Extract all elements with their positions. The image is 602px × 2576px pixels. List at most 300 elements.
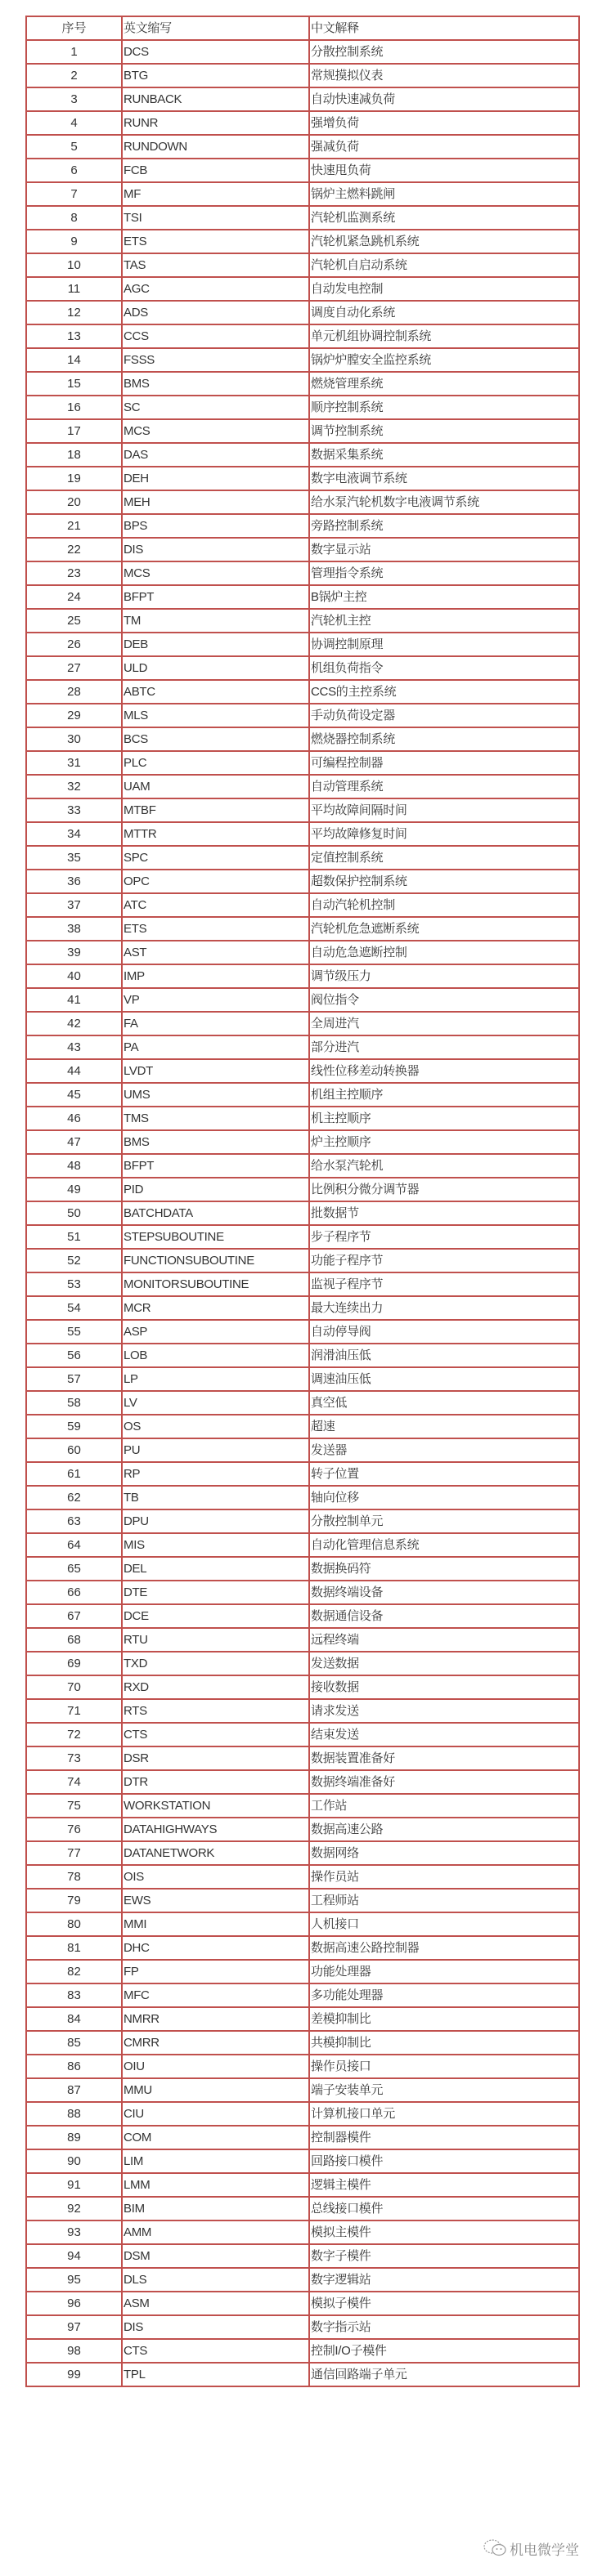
table-row xyxy=(26,1415,579,1438)
table-row xyxy=(26,1272,579,1296)
row-index: 39 xyxy=(26,941,122,964)
row-index: 49 xyxy=(26,1178,122,1201)
row-abbreviation: DIS xyxy=(122,2315,309,2339)
row-index: 1 xyxy=(26,40,122,64)
row-index: 41 xyxy=(26,988,122,1012)
row-abbreviation: OPC xyxy=(122,870,309,893)
row-index: 42 xyxy=(26,1012,122,1035)
row-meaning: 汽轮机危急遮断系统 xyxy=(309,917,579,941)
row-abbreviation: STEPSUBOUTINE xyxy=(122,1225,309,1249)
row-meaning: 端子安装单元 xyxy=(309,2078,579,2102)
row-index: 50 xyxy=(26,1201,122,1225)
table-row xyxy=(26,2007,579,2031)
row-abbreviation: RXD xyxy=(122,1675,309,1699)
row-abbreviation: MCS xyxy=(122,419,309,443)
row-abbreviation: RUNBACK xyxy=(122,87,309,111)
row-abbreviation: LIM xyxy=(122,2149,309,2173)
row-abbreviation: ETS xyxy=(122,230,309,253)
row-index: 93 xyxy=(26,2220,122,2244)
row-meaning: 全周进汽 xyxy=(309,1012,579,1035)
table-row xyxy=(26,846,579,870)
table-row xyxy=(26,87,579,111)
table-row xyxy=(26,230,579,253)
row-index: 12 xyxy=(26,301,122,324)
row-meaning: 强增负荷 xyxy=(309,111,579,135)
row-abbreviation: BMS xyxy=(122,1130,309,1154)
table-row xyxy=(26,277,579,301)
table-row xyxy=(26,111,579,135)
table-row xyxy=(26,490,579,514)
row-meaning: 多功能处理器 xyxy=(309,1983,579,2007)
row-meaning: 数据高速公路控制器 xyxy=(309,1936,579,1960)
row-index: 94 xyxy=(26,2244,122,2268)
row-abbreviation: OS xyxy=(122,1415,309,1438)
table-row xyxy=(26,609,579,633)
table-row xyxy=(26,419,579,443)
row-meaning: 手动负荷设定器 xyxy=(309,704,579,727)
row-meaning: 数据网络 xyxy=(309,1841,579,1865)
row-meaning: 线性位移差动转换器 xyxy=(309,1059,579,1083)
row-abbreviation: ASP xyxy=(122,1320,309,1344)
row-index: 64 xyxy=(26,1533,122,1557)
header-abbreviation: 英文缩写 xyxy=(122,16,309,40)
row-index: 86 xyxy=(26,2055,122,2078)
row-index: 56 xyxy=(26,1344,122,1367)
row-abbreviation: AGC xyxy=(122,277,309,301)
row-meaning: 锅炉主燃料跳闸 xyxy=(309,182,579,206)
row-abbreviation: LMM xyxy=(122,2173,309,2197)
table-row xyxy=(26,870,579,893)
row-meaning: 锅炉炉膛安全监控系统 xyxy=(309,348,579,372)
row-meaning: 平均故障修复时间 xyxy=(309,822,579,846)
row-index: 46 xyxy=(26,1107,122,1130)
row-abbreviation: RTS xyxy=(122,1699,309,1723)
row-meaning: 数字指示站 xyxy=(309,2315,579,2339)
table-row xyxy=(26,1746,579,1770)
table-row xyxy=(26,2078,579,2102)
row-abbreviation: TMS xyxy=(122,1107,309,1130)
row-abbreviation: DLS xyxy=(122,2268,309,2292)
row-meaning: 强减负荷 xyxy=(309,135,579,159)
row-meaning: 自动停导阀 xyxy=(309,1320,579,1344)
row-meaning: 工作站 xyxy=(309,1794,579,1818)
row-index: 13 xyxy=(26,324,122,348)
row-abbreviation: AST xyxy=(122,941,309,964)
table-row xyxy=(26,680,579,704)
row-meaning: 模拟主模件 xyxy=(309,2220,579,2244)
row-abbreviation: DCS xyxy=(122,40,309,64)
table-row xyxy=(26,1652,579,1675)
table-row xyxy=(26,182,579,206)
header-meaning: 中文解释 xyxy=(309,16,579,40)
row-index: 95 xyxy=(26,2268,122,2292)
row-meaning: 模拟子模件 xyxy=(309,2292,579,2315)
table-row xyxy=(26,633,579,656)
row-meaning: 计算机接口单元 xyxy=(309,2102,579,2126)
row-abbreviation: ETS xyxy=(122,917,309,941)
table-row xyxy=(26,1059,579,1083)
row-abbreviation: OIU xyxy=(122,2055,309,2078)
row-meaning: B锅炉主控 xyxy=(309,585,579,609)
row-meaning: 调节级压力 xyxy=(309,964,579,988)
table-row xyxy=(26,1344,579,1367)
row-abbreviation: MTBF xyxy=(122,798,309,822)
row-index: 27 xyxy=(26,656,122,680)
row-index: 60 xyxy=(26,1438,122,1462)
table-row xyxy=(26,2244,579,2268)
row-index: 38 xyxy=(26,917,122,941)
row-index: 44 xyxy=(26,1059,122,1083)
row-meaning: 发送数据 xyxy=(309,1652,579,1675)
row-abbreviation: DTR xyxy=(122,1770,309,1794)
table-header-row xyxy=(26,16,579,40)
row-meaning: 操作员站 xyxy=(309,1865,579,1889)
table-row xyxy=(26,348,579,372)
row-index: 19 xyxy=(26,467,122,490)
row-meaning: 远程终端 xyxy=(309,1628,579,1652)
table-row xyxy=(26,561,579,585)
table-row xyxy=(26,1178,579,1201)
row-abbreviation: TM xyxy=(122,609,309,633)
row-abbreviation: ADS xyxy=(122,301,309,324)
row-meaning: 燃烧器控制系统 xyxy=(309,727,579,751)
row-meaning: 比例积分微分调节器 xyxy=(309,1178,579,1201)
row-meaning: 协调控制原理 xyxy=(309,633,579,656)
row-abbreviation: TXD xyxy=(122,1652,309,1675)
row-index: 47 xyxy=(26,1130,122,1154)
row-index: 14 xyxy=(26,348,122,372)
row-abbreviation: MMU xyxy=(122,2078,309,2102)
row-meaning: 分散控制单元 xyxy=(309,1509,579,1533)
row-index: 87 xyxy=(26,2078,122,2102)
row-meaning: 管理指令系统 xyxy=(309,561,579,585)
header-index: 序号 xyxy=(26,16,122,40)
row-abbreviation: BTG xyxy=(122,64,309,87)
table-row xyxy=(26,1936,579,1960)
row-abbreviation: SC xyxy=(122,396,309,419)
row-index: 71 xyxy=(26,1699,122,1723)
row-meaning: 接收数据 xyxy=(309,1675,579,1699)
row-meaning: 数据高速公路 xyxy=(309,1818,579,1841)
row-abbreviation: DCE xyxy=(122,1604,309,1628)
row-meaning: 单元机组协调控制系统 xyxy=(309,324,579,348)
row-abbreviation: RUNDOWN xyxy=(122,135,309,159)
table-row xyxy=(26,372,579,396)
row-index: 4 xyxy=(26,111,122,135)
wechat-icon xyxy=(483,2538,507,2558)
row-meaning: 分散控制系统 xyxy=(309,40,579,64)
row-abbreviation: FCB xyxy=(122,159,309,182)
row-abbreviation: MTTR xyxy=(122,822,309,846)
row-abbreviation: FUNCTIONSUBOUTINE xyxy=(122,1249,309,1272)
table-row xyxy=(26,704,579,727)
table-row xyxy=(26,1770,579,1794)
row-meaning: 数字子模件 xyxy=(309,2244,579,2268)
row-meaning: 自动快速减负荷 xyxy=(309,87,579,111)
table-row xyxy=(26,1533,579,1557)
row-abbreviation: DATAHIGHWAYS xyxy=(122,1818,309,1841)
table-row xyxy=(26,1012,579,1035)
abbreviation-table xyxy=(25,16,580,2387)
table-row xyxy=(26,514,579,538)
table-row xyxy=(26,1960,579,1983)
row-index: 55 xyxy=(26,1320,122,1344)
row-meaning: 炉主控顺序 xyxy=(309,1130,579,1154)
table-row xyxy=(26,1154,579,1178)
row-index: 92 xyxy=(26,2197,122,2220)
row-abbreviation: DATANETWORK xyxy=(122,1841,309,1865)
row-meaning: 工程师站 xyxy=(309,1889,579,1912)
table-row xyxy=(26,135,579,159)
row-abbreviation: BFPT xyxy=(122,1154,309,1178)
table-row xyxy=(26,585,579,609)
row-meaning: 自动管理系统 xyxy=(309,775,579,798)
row-index: 31 xyxy=(26,751,122,775)
row-meaning: 超数保护控制系统 xyxy=(309,870,579,893)
row-index: 26 xyxy=(26,633,122,656)
row-meaning: 数字逻辑站 xyxy=(309,2268,579,2292)
row-index: 98 xyxy=(26,2339,122,2363)
row-abbreviation: RUNR xyxy=(122,111,309,135)
table-row xyxy=(26,2315,579,2339)
table-row xyxy=(26,253,579,277)
row-index: 32 xyxy=(26,775,122,798)
row-meaning: 定值控制系统 xyxy=(309,846,579,870)
row-index: 10 xyxy=(26,253,122,277)
row-index: 70 xyxy=(26,1675,122,1699)
row-abbreviation: BATCHDATA xyxy=(122,1201,309,1225)
row-meaning: 差模抑制比 xyxy=(309,2007,579,2031)
row-index: 72 xyxy=(26,1723,122,1746)
row-meaning: 自动发电控制 xyxy=(309,277,579,301)
row-meaning: 快速甩负荷 xyxy=(309,159,579,182)
row-abbreviation: BFPT xyxy=(122,585,309,609)
table-row xyxy=(26,1889,579,1912)
row-abbreviation: LOB xyxy=(122,1344,309,1367)
row-index: 97 xyxy=(26,2315,122,2339)
row-index: 40 xyxy=(26,964,122,988)
row-index: 16 xyxy=(26,396,122,419)
row-meaning: 通信回路端子单元 xyxy=(309,2363,579,2386)
row-index: 62 xyxy=(26,1486,122,1509)
table-row xyxy=(26,1509,579,1533)
row-abbreviation: NMRR xyxy=(122,2007,309,2031)
row-index: 57 xyxy=(26,1367,122,1391)
row-abbreviation: DTE xyxy=(122,1581,309,1604)
row-index: 15 xyxy=(26,372,122,396)
table-row xyxy=(26,2197,579,2220)
row-meaning: 批数据节 xyxy=(309,1201,579,1225)
table-row xyxy=(26,467,579,490)
row-abbreviation: MEH xyxy=(122,490,309,514)
table-row xyxy=(26,893,579,917)
table-row xyxy=(26,2126,579,2149)
row-meaning: 转子位置 xyxy=(309,1462,579,1486)
row-index: 23 xyxy=(26,561,122,585)
row-meaning: 步子程序节 xyxy=(309,1225,579,1249)
row-abbreviation: BMS xyxy=(122,372,309,396)
row-meaning: 自动危急遮断控制 xyxy=(309,941,579,964)
row-index: 5 xyxy=(26,135,122,159)
table-row xyxy=(26,1107,579,1130)
table-row xyxy=(26,1912,579,1936)
row-abbreviation: DPU xyxy=(122,1509,309,1533)
row-index: 21 xyxy=(26,514,122,538)
row-abbreviation: PLC xyxy=(122,751,309,775)
row-meaning: 润滑油压低 xyxy=(309,1344,579,1367)
row-abbreviation: PA xyxy=(122,1035,309,1059)
row-index: 30 xyxy=(26,727,122,751)
row-abbreviation: RP xyxy=(122,1462,309,1486)
row-meaning: 总线接口模件 xyxy=(309,2197,579,2220)
table-row xyxy=(26,1367,579,1391)
row-meaning: 汽轮机紧急跳机系统 xyxy=(309,230,579,253)
row-meaning: 操作员接口 xyxy=(309,2055,579,2078)
row-index: 84 xyxy=(26,2007,122,2031)
row-abbreviation: DHC xyxy=(122,1936,309,1960)
row-meaning: 数据采集系统 xyxy=(309,443,579,467)
row-meaning: 汽轮机监测系统 xyxy=(309,206,579,230)
row-meaning: 人机接口 xyxy=(309,1912,579,1936)
table-row xyxy=(26,941,579,964)
row-index: 91 xyxy=(26,2173,122,2197)
row-meaning: 部分进汽 xyxy=(309,1035,579,1059)
table-row xyxy=(26,964,579,988)
row-meaning: 数据换码符 xyxy=(309,1557,579,1581)
table-row xyxy=(26,159,579,182)
table-row xyxy=(26,727,579,751)
table-row xyxy=(26,64,579,87)
row-abbreviation: DSR xyxy=(122,1746,309,1770)
row-meaning: 给水泵汽轮机数字电液调节系统 xyxy=(309,490,579,514)
table-row xyxy=(26,1083,579,1107)
row-index: 37 xyxy=(26,893,122,917)
row-meaning: 真空低 xyxy=(309,1391,579,1415)
row-index: 79 xyxy=(26,1889,122,1912)
table-row xyxy=(26,1391,579,1415)
row-abbreviation: MMI xyxy=(122,1912,309,1936)
row-index: 59 xyxy=(26,1415,122,1438)
row-meaning: 数据通信设备 xyxy=(309,1604,579,1628)
row-index: 25 xyxy=(26,609,122,633)
row-meaning: 数字显示站 xyxy=(309,538,579,561)
row-index: 76 xyxy=(26,1818,122,1841)
row-index: 8 xyxy=(26,206,122,230)
table-row xyxy=(26,1486,579,1509)
row-abbreviation: FA xyxy=(122,1012,309,1035)
row-index: 18 xyxy=(26,443,122,467)
table-row xyxy=(26,2102,579,2126)
row-meaning: 功能处理器 xyxy=(309,1960,579,1983)
row-index: 54 xyxy=(26,1296,122,1320)
table-row xyxy=(26,1581,579,1604)
row-abbreviation: BPS xyxy=(122,514,309,538)
row-index: 68 xyxy=(26,1628,122,1652)
row-meaning: 汽轮机主控 xyxy=(309,609,579,633)
row-abbreviation: MF xyxy=(122,182,309,206)
table-row xyxy=(26,1699,579,1723)
row-meaning: 给水泵汽轮机 xyxy=(309,1154,579,1178)
row-index: 83 xyxy=(26,1983,122,2007)
table-row xyxy=(26,2055,579,2078)
row-index: 82 xyxy=(26,1960,122,1983)
row-abbreviation: WORKSTATION xyxy=(122,1794,309,1818)
row-abbreviation: DSM xyxy=(122,2244,309,2268)
row-index: 48 xyxy=(26,1154,122,1178)
row-index: 17 xyxy=(26,419,122,443)
row-index: 33 xyxy=(26,798,122,822)
table-row xyxy=(26,2268,579,2292)
row-index: 99 xyxy=(26,2363,122,2386)
row-index: 52 xyxy=(26,1249,122,1272)
row-abbreviation: CTS xyxy=(122,1723,309,1746)
row-abbreviation: FSSS xyxy=(122,348,309,372)
row-abbreviation: DEH xyxy=(122,467,309,490)
row-index: 53 xyxy=(26,1272,122,1296)
table-row xyxy=(26,1438,579,1462)
table-row xyxy=(26,1865,579,1889)
table-row xyxy=(26,751,579,775)
row-abbreviation: MFC xyxy=(122,1983,309,2007)
row-index: 6 xyxy=(26,159,122,182)
table-row xyxy=(26,324,579,348)
row-abbreviation: TB xyxy=(122,1486,309,1509)
row-meaning: 共模抑制比 xyxy=(309,2031,579,2055)
row-meaning: 监视子程序节 xyxy=(309,1272,579,1296)
row-abbreviation: CIU xyxy=(122,2102,309,2126)
row-abbreviation: LV xyxy=(122,1391,309,1415)
row-index: 85 xyxy=(26,2031,122,2055)
row-abbreviation: BIM xyxy=(122,2197,309,2220)
table-row xyxy=(26,1628,579,1652)
row-index: 36 xyxy=(26,870,122,893)
row-abbreviation: DIS xyxy=(122,538,309,561)
row-meaning: CCS的主控系统 xyxy=(309,680,579,704)
row-meaning: 调速油压低 xyxy=(309,1367,579,1391)
table-row xyxy=(26,396,579,419)
table-row xyxy=(26,798,579,822)
row-meaning: 结束发送 xyxy=(309,1723,579,1746)
row-meaning: 数据终端设备 xyxy=(309,1581,579,1604)
row-meaning: 顺序控制系统 xyxy=(309,396,579,419)
row-meaning: 最大连续出力 xyxy=(309,1296,579,1320)
row-abbreviation: FP xyxy=(122,1960,309,1983)
row-index: 58 xyxy=(26,1391,122,1415)
table-row xyxy=(26,1249,579,1272)
table-row xyxy=(26,206,579,230)
row-abbreviation: COM xyxy=(122,2126,309,2149)
row-abbreviation: AMM xyxy=(122,2220,309,2244)
row-meaning: 数据装置准备好 xyxy=(309,1746,579,1770)
table-row xyxy=(26,443,579,467)
table-row xyxy=(26,1604,579,1628)
row-index: 74 xyxy=(26,1770,122,1794)
row-abbreviation: CCS xyxy=(122,324,309,348)
row-index: 69 xyxy=(26,1652,122,1675)
row-meaning: 自动汽轮机控制 xyxy=(309,893,579,917)
row-abbreviation: PU xyxy=(122,1438,309,1462)
row-meaning: 燃烧管理系统 xyxy=(309,372,579,396)
row-meaning: 控制器模件 xyxy=(309,2126,579,2149)
watermark-text: 机电微学堂 xyxy=(510,2542,579,2558)
row-index: 45 xyxy=(26,1083,122,1107)
row-index: 3 xyxy=(26,87,122,111)
row-index: 2 xyxy=(26,64,122,87)
row-meaning: 机组主控顺序 xyxy=(309,1083,579,1107)
row-abbreviation: VP xyxy=(122,988,309,1012)
row-index: 80 xyxy=(26,1912,122,1936)
row-abbreviation: ABTC xyxy=(122,680,309,704)
